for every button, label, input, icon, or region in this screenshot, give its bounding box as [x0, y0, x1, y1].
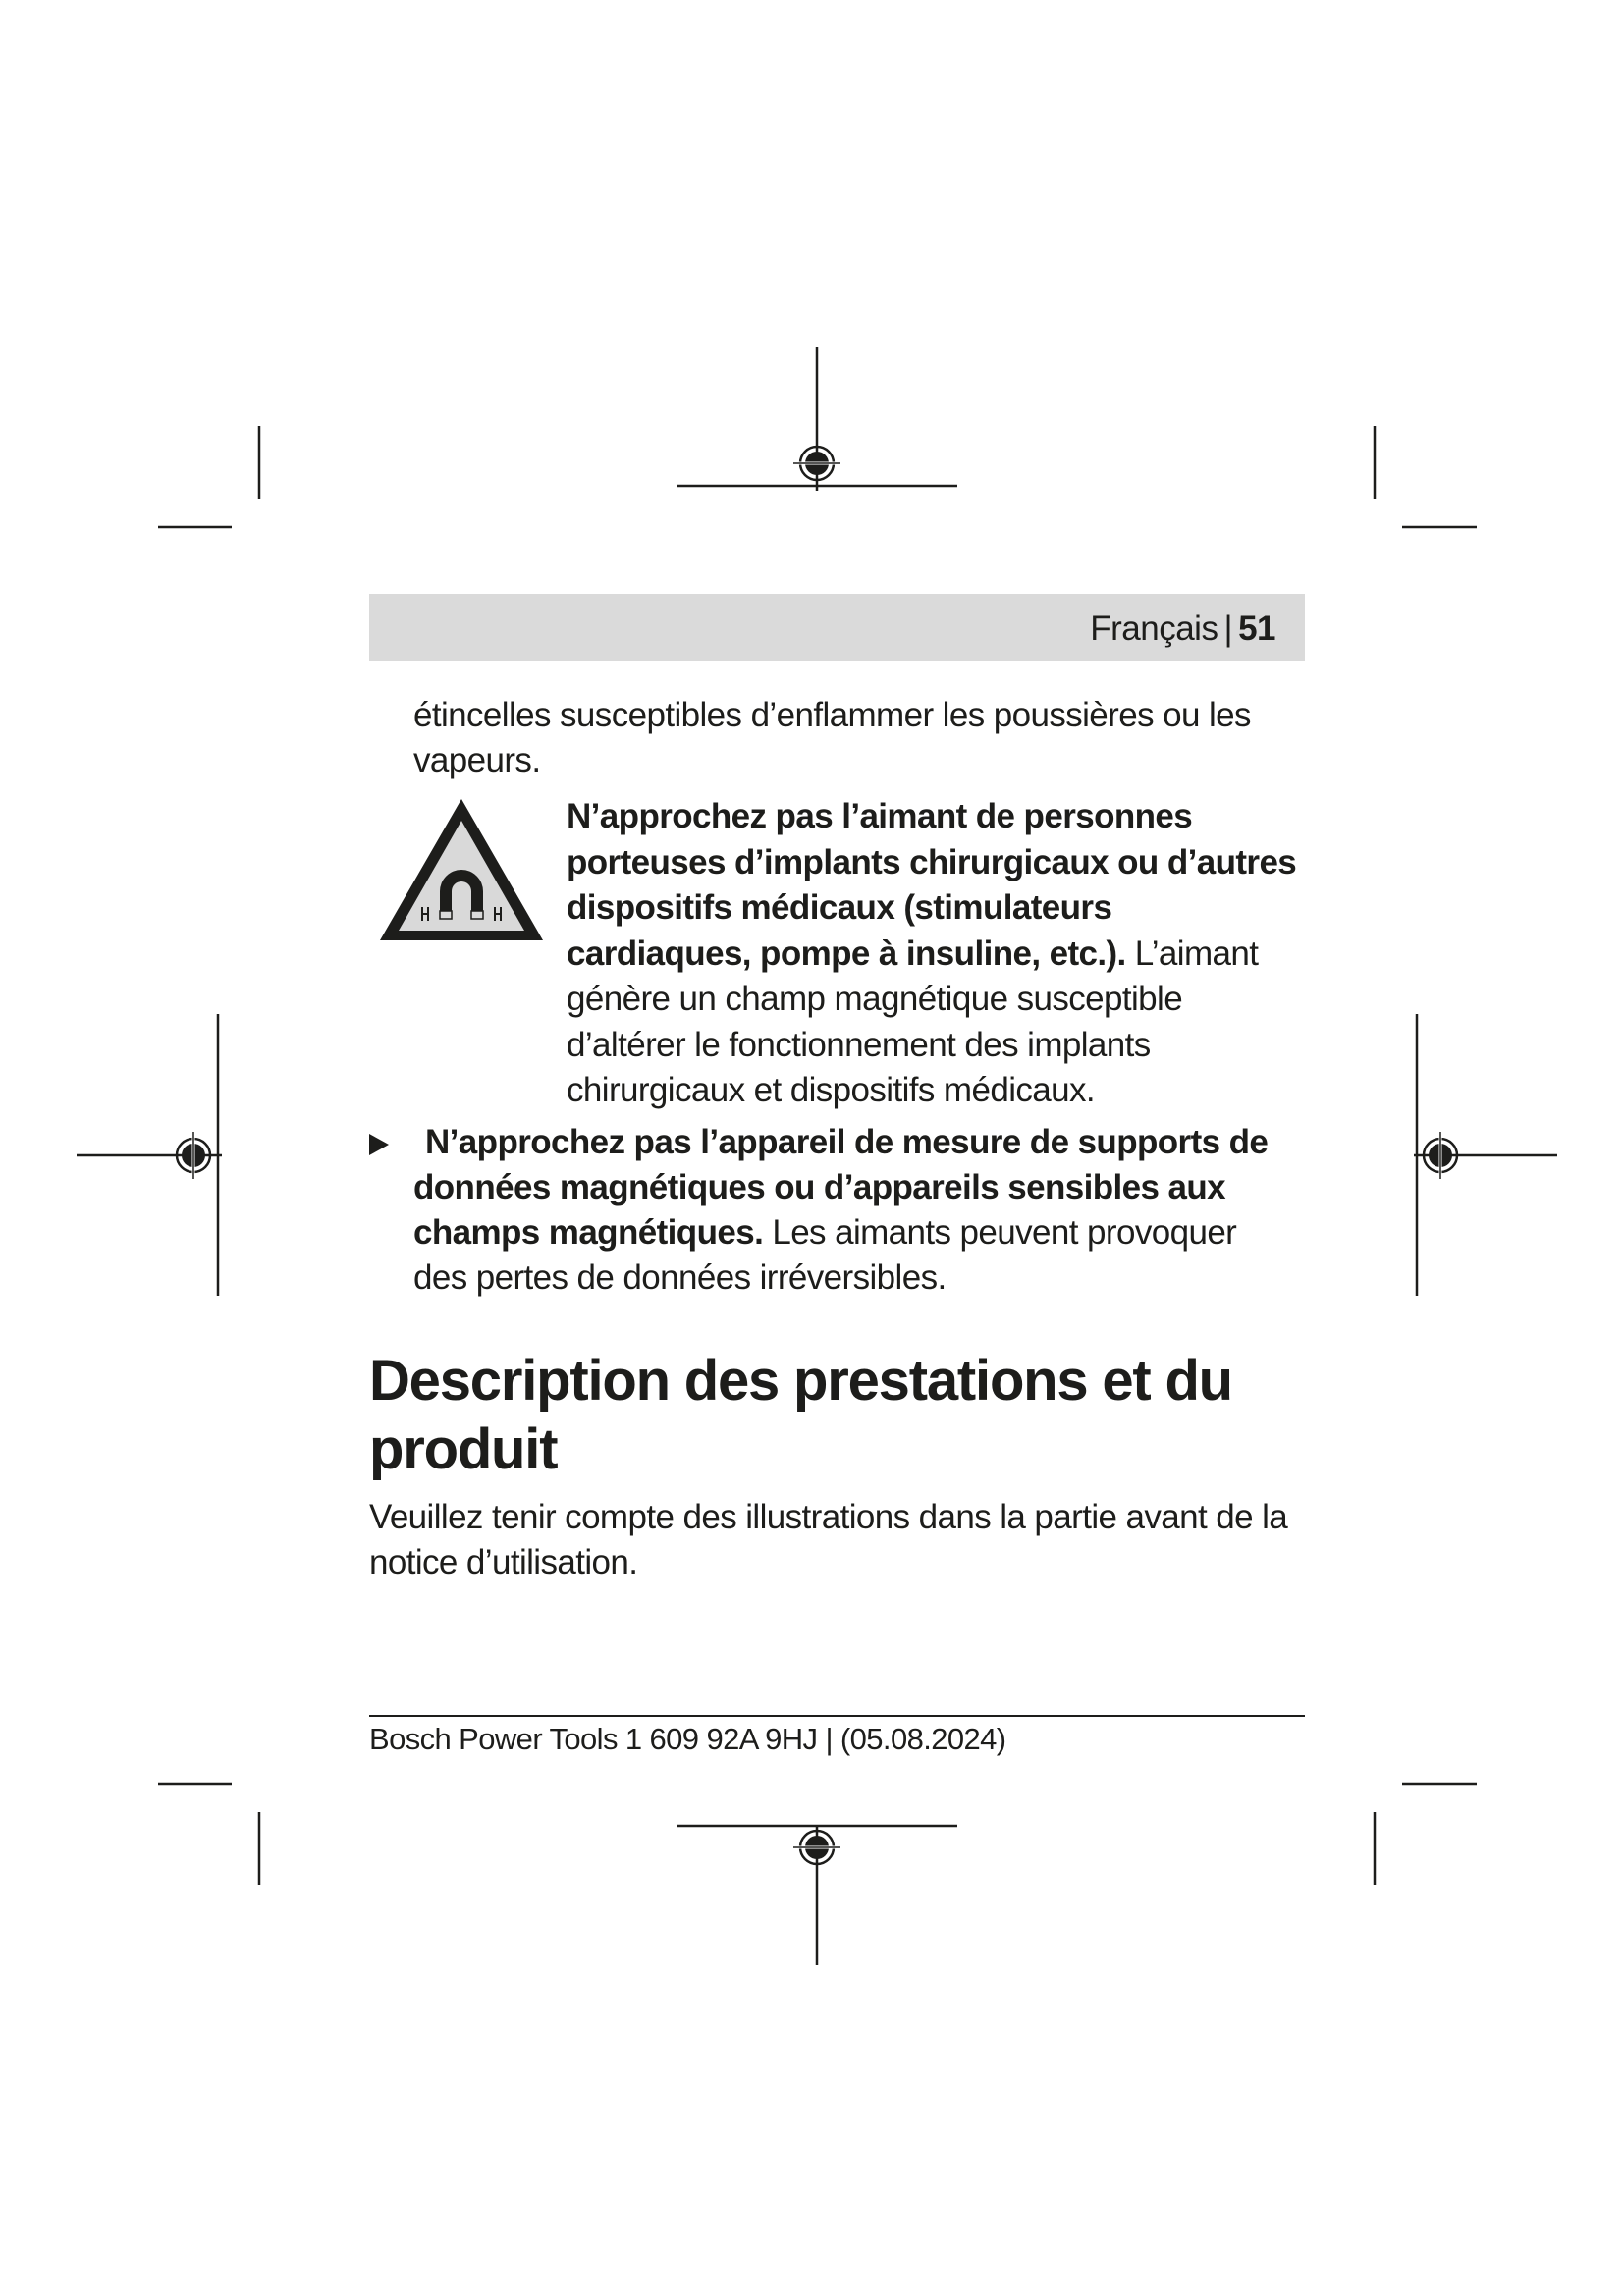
header-language: Français — [1090, 610, 1218, 648]
data-warning-item — [369, 1120, 1305, 1301]
registration-target-right — [1424, 1132, 1457, 1179]
magnet-warning-text — [567, 794, 1305, 1114]
magnet-warning-bold: N’approchez pas l’aimant de personnes porteuses d’implants chirurgicaux ou d’autres dispositifs médicaux (stimulateurs cardiaques, pompe à insuline, etc.). — [567, 797, 1297, 973]
page-number: 51 — [1238, 610, 1275, 648]
registration-target-top — [793, 447, 840, 480]
footer-text: Bosch Power Tools 1 609 92A 9HJ | (05.08.2024) — [369, 1722, 1006, 1756]
registration-target-left — [177, 1132, 210, 1179]
data-warning-bold: N’approchez pas l’appareil de mesure de supports de données magnétiques ou d’appareils sensibles aux champs magnétiques. — [413, 1123, 1269, 1252]
data-warning-text — [369, 1120, 1277, 1301]
magnet-warning-normal: L’aimant génère un champ magnétique susceptible d’altérer le fonctionnement des implants chirurgicaux et dispositifs médicaux. — [567, 934, 1259, 1109]
page-header — [369, 594, 1305, 661]
footer-rule — [369, 1715, 1305, 1717]
registration-target-bottom — [793, 1831, 840, 1864]
header-text — [1090, 594, 1275, 661]
section-body: Veuillez tenir compte des illustrations dans la partie avant de la notice d’utilisation. — [369, 1498, 1288, 1581]
header-separator: | — [1223, 610, 1233, 648]
section-title: Description des prestations et du produit — [369, 1349, 1232, 1481]
magnet-warning-icon — [377, 795, 546, 944]
bullet-arrow-icon — [369, 1134, 389, 1155]
continuation-paragraph: étincelles susceptibles d’enflammer les poussières ou les vapeurs. — [413, 696, 1251, 779]
data-warning-normal: Les aimants peuvent provoquer des pertes de données irréversibles. — [413, 1213, 1237, 1297]
